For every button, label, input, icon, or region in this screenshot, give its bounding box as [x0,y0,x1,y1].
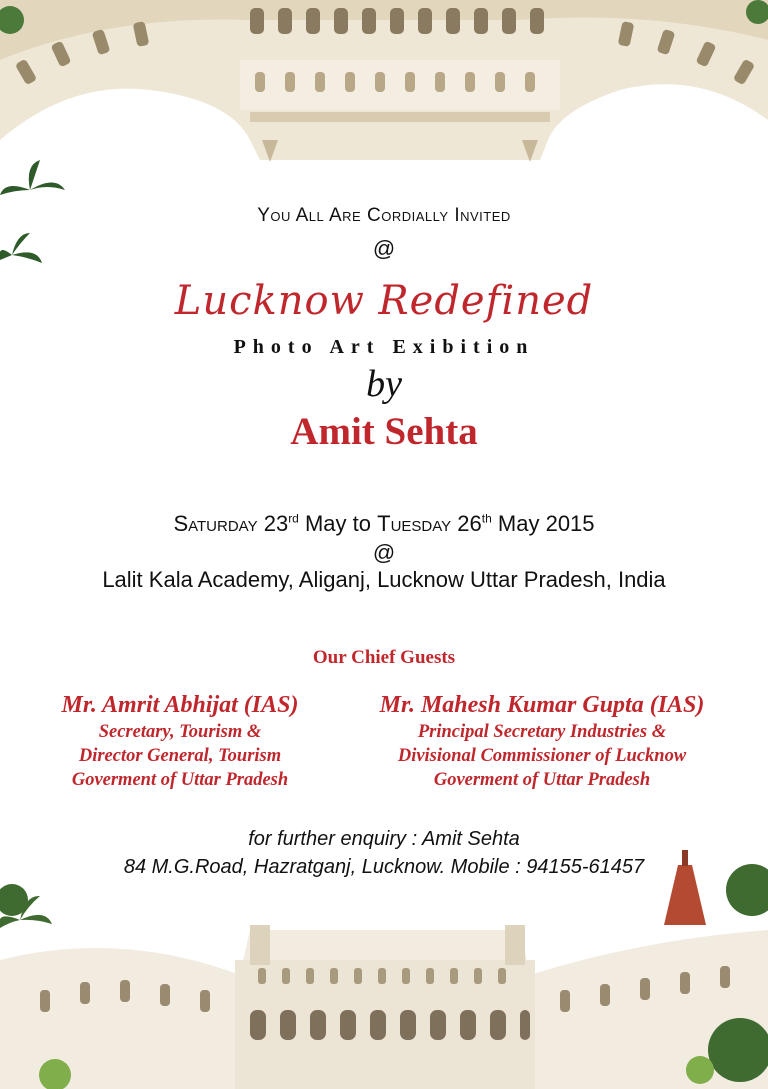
guest-title-line: Secretary, Tourism & [98,722,262,742]
chief-guest-2 [350,690,734,792]
exhibition-title: Lucknow Redefined [174,278,594,324]
guest-title-line: Divisional Commissioner of Lucknow [397,746,687,766]
guest-name: Mr. Amrit Abhijat (IAS) [61,692,299,718]
start-month: May to [304,511,372,536]
start-day: Saturday [173,511,258,536]
enquiry-line: for further enquiry : Amit Sehta [248,828,520,850]
end-date: 26 [457,511,482,536]
chief-guest-1 [30,690,330,792]
start-date: 23 [263,511,289,536]
artist-name: Amit Sehta [290,410,478,453]
guest-title-line: Goverment of Uttar Pradesh [71,770,289,790]
chief-guests-heading: Our Chief Guests [312,647,456,668]
venue: Lalit Kala Academy, Aliganj, Lucknow Uttar Pradesh, India [102,567,666,592]
end-month-year: May 2015 [497,511,595,536]
guest-title-line: Goverment of Uttar Pradesh [433,770,651,790]
guest-name: Mr. Mahesh Kumar Gupta (IAS) [379,692,705,718]
exhibition-subtitle: Photo Art Exibition [233,336,535,358]
by-line: by [366,363,402,405]
guest-title-line: Principal Secretary Industries & [417,722,667,742]
venue-at-symbol: @ [372,540,396,565]
bottom-building-illustration [0,850,768,1089]
start-date-suffix: rd [288,511,299,526]
at-symbol: @ [372,236,396,261]
contact-address: 84 M.G.Road, Hazratganj, Lucknow. Mobile : 94155-61457 [123,856,645,878]
invitation-line: You All Are Cordially Invited [257,205,511,226]
end-date-suffix: th [481,511,492,526]
guest-title-line: Director General, Tourism [78,746,282,766]
end-day: Tuesday [377,511,452,536]
event-dates [0,511,768,537]
